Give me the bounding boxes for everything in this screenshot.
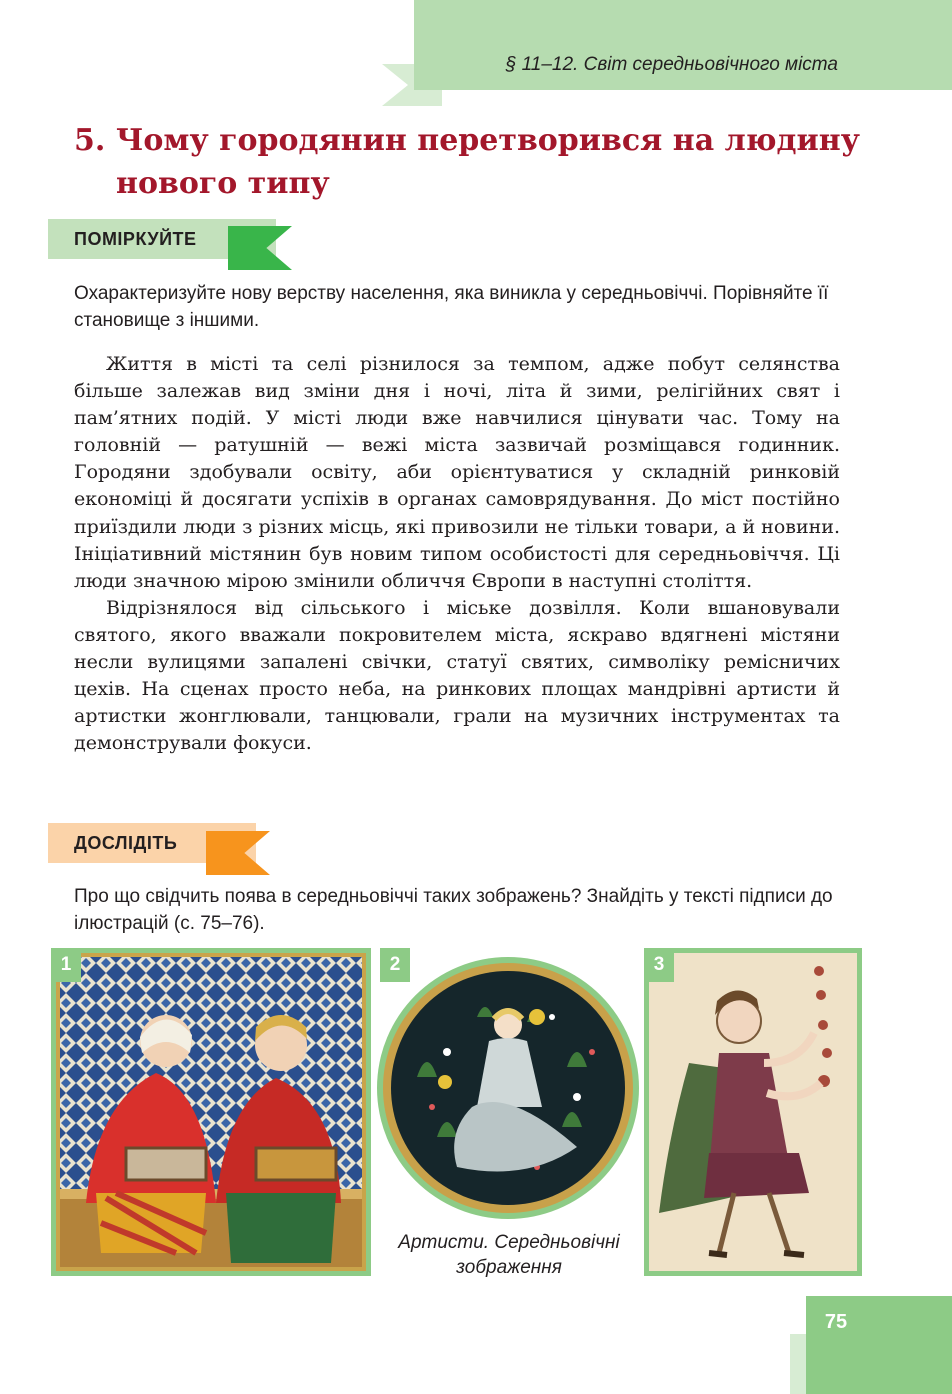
medieval-musicians-icon — [56, 953, 366, 1271]
header-band — [414, 0, 952, 90]
section-title — [74, 119, 864, 205]
figure-3 — [644, 948, 862, 1276]
figure-1 — [51, 948, 371, 1276]
caption-line2: зображення — [456, 1257, 562, 1278]
orange-flag-icon — [206, 831, 270, 875]
explore-label: ДОСЛІДІТЬ — [48, 823, 256, 863]
figure-3-number: 3 — [644, 948, 674, 982]
body-paragraph-1: Життя в місті та селі різнилося за темпом, адже побут селянства більше залежав вид зміни дня і ночі, літа й зими, релігійних свят і пам’ятних подій. У місті люди вже навчилися цінувати час. Тому на головній — ратушній — вежі міста зазвичай розміщався годинник. Городяни здобували освіту, аби орієнтуватися у складній ринковій економіці й досягати успіхів в органах самоврядування. До міст постійно приїздили люди з різних місць, які привозили не тільки товари, а й новини. Ініціативний містянин був новим типом особистості для середньовіччя. Ці люди значною мірою змінили обличчя Європи в наступні століття. — [74, 353, 841, 592]
section-number: 5. — [74, 123, 106, 158]
think-task: Охарактеризуйте нову верству населення, яка виникла у середньовіччі. Порівняйте її становище з іншими. — [74, 283, 829, 331]
page-number: 75 — [824, 1311, 848, 1333]
medieval-lady-icon — [377, 957, 639, 1219]
medieval-juggler-icon — [649, 953, 857, 1271]
section-title-line2: нового типу — [116, 166, 330, 201]
explore-task: Про що свідчить поява в середньовіччі таких зображень? Знайдіть у тексті підписи до ілюстрацій (с. 75–76). — [74, 886, 833, 934]
think-label: ПОМІРКУЙТЕ — [48, 219, 276, 259]
figure-2-number: 2 — [380, 948, 410, 982]
body-text — [74, 351, 840, 757]
section-title-line1: Чому городянин перетворився на людину — [116, 123, 860, 158]
running-title: § 11–12. Світ середньовічного міста — [505, 54, 838, 75]
body-paragraph-2: Відрізнялося від сільського і міське дозвілля. Коли вшановували святого, якого вважали покровителем міста, яскраво вдягнені містяни несли вулицями запалені свічки, статуї святих, символіку ремісничих цехів. На сценах просто неба, на ринкових площах мандрівні артисти й артистки жонглювали, танцювали, грали на музичних інструментах та демонстрували фокуси. — [74, 596, 840, 755]
green-flag-icon — [228, 226, 292, 270]
figure-2 — [377, 957, 639, 1219]
figure-1-number: 1 — [51, 948, 81, 982]
caption-line1: Артисти. Середньовічні — [398, 1232, 620, 1253]
figure-caption — [380, 1230, 638, 1280]
